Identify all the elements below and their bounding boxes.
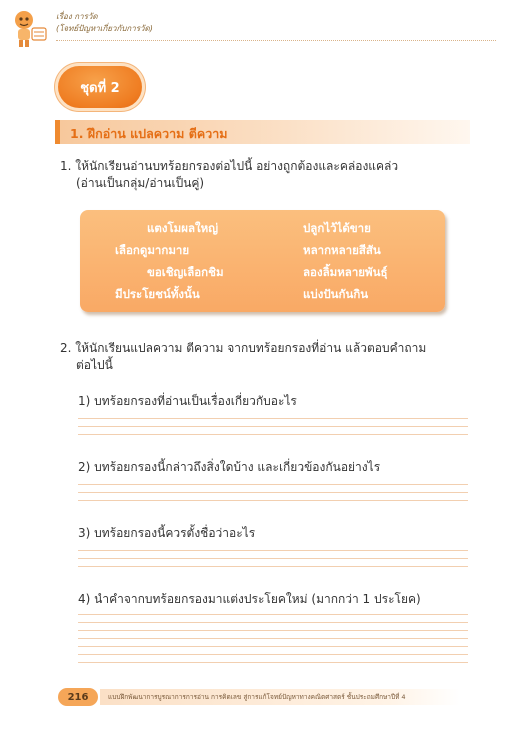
answer-line[interactable] (78, 484, 468, 485)
sub-question-2: 2) บทร้อยกรองนี้กล่าวถึงสิ่งใดบ้าง และเกี่ยวข้องกันอย่างไร (78, 460, 381, 474)
section-title: 1. ฝึกอ่าน แปลความ ตีความ (70, 126, 228, 141)
footer-title: แบบฝึกพัฒนาการบูรณาการการอ่าน การคิดเลข สู่การแก้โจทย์ปัญหาทางคณิตศาสตร์ ชั้นประถมศึกษาปีที่ 4 (108, 693, 406, 701)
set-badge: ชุดที่ 2 (58, 66, 142, 108)
question-1-note: (อ่านเป็นกลุ่ม/อ่านเป็นคู่) (76, 176, 205, 191)
poem-line-right-2: หลากหลายสีสัน (303, 243, 381, 257)
poem-line-right-3: ลองลิ้มหลายพันธุ์ (303, 265, 388, 279)
header-subtopic: (โจทย์ปัญหาเกี่ยวกับการวัด) (56, 24, 153, 33)
answer-line[interactable] (78, 558, 468, 559)
answer-line[interactable] (78, 630, 468, 631)
answer-line[interactable] (78, 426, 468, 427)
sub-question-4: 4) นำคำจากบทร้อยกรองมาแต่งประโยคใหม่ (มากกว่า 1 ประโยค) (78, 592, 421, 606)
answer-line[interactable] (78, 646, 468, 647)
poem-line-left-2: เลือกดูมากมาย (115, 243, 190, 257)
answer-line[interactable] (78, 566, 468, 567)
poem-line-left-4: มีประโยชน์ทั้งนั้น (115, 287, 200, 301)
answer-line[interactable] (78, 550, 468, 551)
question-2-text-cont: ต่อไปนี้ (76, 358, 113, 373)
answer-line[interactable] (78, 434, 468, 435)
poem-line-right-4: แบ่งปันกันกิน (303, 287, 369, 301)
sub-question-1: 1) บทร้อยกรองที่อ่านเป็นเรื่องเกี่ยวกับอะไร (78, 394, 297, 408)
poem-line-left-1: แตงโมผลใหญ่ (147, 221, 219, 235)
answer-line[interactable] (78, 662, 468, 663)
mascot-icon (8, 8, 52, 50)
answer-line[interactable] (78, 492, 468, 493)
answer-line[interactable] (78, 614, 468, 615)
answer-line[interactable] (78, 638, 468, 639)
poem-line-left-3: ขอเชิญเลือกชิม (147, 265, 224, 279)
answer-line[interactable] (78, 418, 468, 419)
answer-line[interactable] (78, 500, 468, 501)
sub-question-3: 3) บทร้อยกรองนี้ควรตั้งชื่อว่าอะไร (78, 526, 256, 540)
question-2 (60, 340, 472, 375)
answer-line[interactable] (78, 654, 468, 655)
page-number: 216 (58, 688, 98, 706)
answer-line[interactable] (78, 622, 468, 623)
header-topic: เรื่อง การวัด (56, 12, 98, 21)
question-2-text: 2. ให้นักเรียนแปลความ ตีความ จากบทร้อยกรองที่อ่าน แล้วตอบคำถาม (60, 341, 427, 355)
poem-line-right-1: ปลูกไว้ได้ขาย (303, 221, 371, 235)
question-1 (60, 158, 472, 193)
header-divider (56, 40, 496, 41)
question-1-text: 1. ให้นักเรียนอ่านบทร้อยกรองต่อไปนี้ อย่างถูกต้องและคล่องแคล่ว (60, 159, 399, 173)
